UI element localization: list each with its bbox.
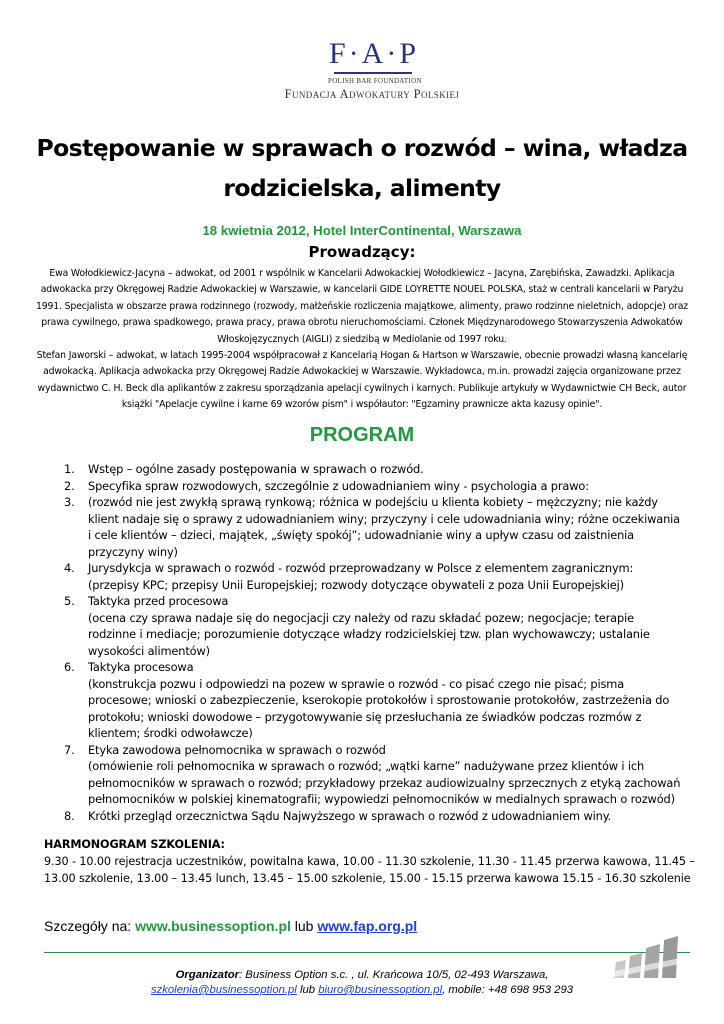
item-details: (ocena czy sprawa nadaje się do negocjacji czy należy od razu składać pozew; negocjacje; terapie rodzinne i mediacje; porozumienie dotyczące władzy rodzicielskiej tzw. plan wychowawczy; ustalanie wysokości alimentów) (88, 610, 650, 658)
email-link[interactable]: biuro@businessoption.pl (318, 984, 443, 996)
item-number: 4. (64, 561, 75, 575)
details-line (44, 918, 417, 934)
item-details: (omówienie roli pełnomocnika w sprawach o rozwód; „wątki karne” nadużywane przez klientów i ich pełnomocników w sprawach o rozwód; przykładowy przekaz audiowizualny sprzecznych z etyką zachowań pełnomocników w polskiej kinematografii; wypowiedzi pełnomocników w medialnych sprawach o rozwód) (88, 759, 681, 806)
program-item (64, 593, 684, 659)
lecturer-bio: Stefan Jaworski – adwokat, w latach 1995-2004 współpracował z Kancelarią Hogan & Hartson w Warszawie, obecnie prowadzi własną kancelarię adwokacką. Aplikacja adwokacka przy Okręgowej Radzie Adwokackiej w Warszawie. Wykładowca, m.in. prowadzi zajęcia organizowane przez wydawnictwo C. H. Beck dla aplikantów z zakresu sporządzania apelacji cywilnych i karnych. Publikuje artykuły w Wydawnictwie CH Beck, autor książki "Apelacje cywilne i karne 69 wzorów pism" i współautor: "Egzaminy prawnicze akta kazusy opinie". (36, 350, 688, 411)
item-details: (konstrukcja pozwu i odpowiedzi na pozew w sprawie o rozwód - co pisać czego nie pisać; pisma procesowe; wnioski o zabezpieczenie, kserokopie protokołów i sprostowanie protokołów, zastrzeżenia do protokołu; wnioski dowodowe – przygotowywanie się przesłuchania ze świadków podczas rozmów z klientem; środki odwoławcze) (88, 676, 670, 740)
businessoption-link[interactable]: www.businessoption.pl (135, 918, 291, 934)
program-item (64, 808, 684, 825)
item-text: Krótki przegląd orzecznictwa Sądu Najwyższego w sprawach o rozwód z udowadnianiem winy. (88, 808, 612, 823)
program-item (64, 742, 684, 808)
program-item (64, 494, 684, 560)
item-number: 7. (64, 742, 75, 757)
fap-link[interactable]: www.fap.org.pl (317, 918, 418, 934)
organizer-line (60, 968, 664, 983)
document-title: Postępowanie w sprawach o rozwód – wina, władza rodzicielska, alimenty (36, 134, 688, 202)
event-date-venue: 18 kwietnia 2012, Hotel InterContinental, Warszawa (202, 223, 522, 238)
logo-name: Fundacja Adwokatury Polskiej (284, 87, 460, 101)
schedule-section (44, 836, 704, 887)
program-heading: PROGRAM (309, 424, 415, 446)
foundation-logo (230, 38, 494, 102)
footer (60, 968, 664, 998)
contact-joiner: lub (296, 984, 319, 996)
logo-mark: F·A·P (328, 37, 419, 70)
footer-divider (44, 952, 690, 953)
item-number: 6. (64, 660, 75, 674)
item-number: 2. (64, 478, 75, 493)
item-number: 8. (64, 808, 75, 823)
program-item (64, 659, 684, 742)
item-text (88, 659, 684, 742)
item-text (88, 560, 684, 593)
item-title: Taktyka procesowa (88, 660, 194, 674)
details-prefix: Szczegóły na: (44, 918, 136, 934)
lecturers-heading: Prowadzący: (308, 243, 416, 261)
organizer-label: Organizator (175, 969, 240, 981)
program-list (64, 461, 684, 824)
item-title: Etyka zawodowa pełnomocnika w sprawach o rozwód (88, 742, 386, 757)
item-text: (rozwód nie jest zwykłą sprawą rynkową; różnica w podejściu u klienta kobiety – mężczyzny; nie każdy klient nadaje się o sprawy z udowadnianiem winy; przyczyny i cele udowadniania winy; różne oczekiwania i cele klientów – dzieci, majątek, „święty spokój”; udowadnianie winy a upływ czasu od zaistnienia przyczyny winy) (88, 495, 680, 559)
item-title: Jurysdykcja w sprawach o rozwód - rozwód przeprowadzany w Polsce z elementem zagranicznym: (88, 561, 634, 575)
details-joiner: lub (290, 918, 318, 934)
item-title: Taktyka przed procesowa (88, 594, 229, 608)
schedule-heading: HARMONOGRAM SZKOLENIA: (44, 838, 225, 851)
email-link[interactable]: szkolenia@businessoption.pl (150, 984, 297, 996)
program-item (64, 560, 684, 593)
item-number: 1. (64, 462, 75, 476)
item-number: 5. (64, 594, 75, 608)
organizer-address: : Business Option s.c. , ul. Krańcowa 10/5, 02-493 Warszawa, (239, 969, 549, 981)
schedule-text: 9.30 - 10.00 rejestracja uczestników, powitalna kawa, 10.00 - 11.30 szkolenie, 11.30 - 11.45 przerwa kawowa, 11.45 – 13.00 szkolenie, 13.00 – 13.45 lunch, 13.45 – 15.00 szkolenie, 15.00 - 15.15 przerwa kawowa 15.15 - 16.30 szkolenie (44, 855, 695, 885)
mobile-number: , mobile: +48 698 953 293 (442, 984, 574, 996)
lecturer-bio: Ewa Wołodkiewicz-Jacyna – adwokat, od 2001 r wspólnik w Kancelarii Adwokackiej Wołodkiewicz – Jacyna, Zarębińska, Zawadzki. Aplikacja adwokacka przy Okręgowej Radzie Adwokackiej w Warszawie, w kancelarii GIDE LOYRETTE NOUEL POLSKA, staż w centrali kancelarii w Paryżu 1991. Specjalista w obszarze prawa rodzinnego (rozwody, małżeńskie rozliczenia majątkowe, alimenty, prawo rodzinne nieletnich, adopcje) oraz prawa cywilnego, prawa spadkowego, prawa pracy, prawa obrotu nieruchomościami. Członek Międzynarodowego Stowarzyszenia Adwokatów Włoskojęzycznych (AIGLI) z siedzibą w Mediolanie od 1997 roku. (36, 268, 688, 345)
item-number: 3. (64, 495, 75, 509)
logo-underline (334, 72, 412, 74)
contact-line (60, 983, 664, 998)
item-text (88, 593, 684, 659)
program-item (64, 478, 684, 495)
item-text: Specyfika spraw rozwodowych, szczególnie z udowadnianiem winy - psychologia a prawo: (88, 478, 589, 493)
program-item (64, 461, 684, 478)
logo-subtitle: POLISH BAR FOUNDATION (328, 77, 422, 85)
item-text (88, 742, 684, 808)
item-details: (przepisy KPC; przepisy Unii Europejskiej; rozwody dotyczące obywateli z poza Unii Europejskiej) (88, 577, 624, 592)
item-text: Wstęp – ogólne zasady postępowania w sprawach o rozwód. (88, 462, 424, 476)
